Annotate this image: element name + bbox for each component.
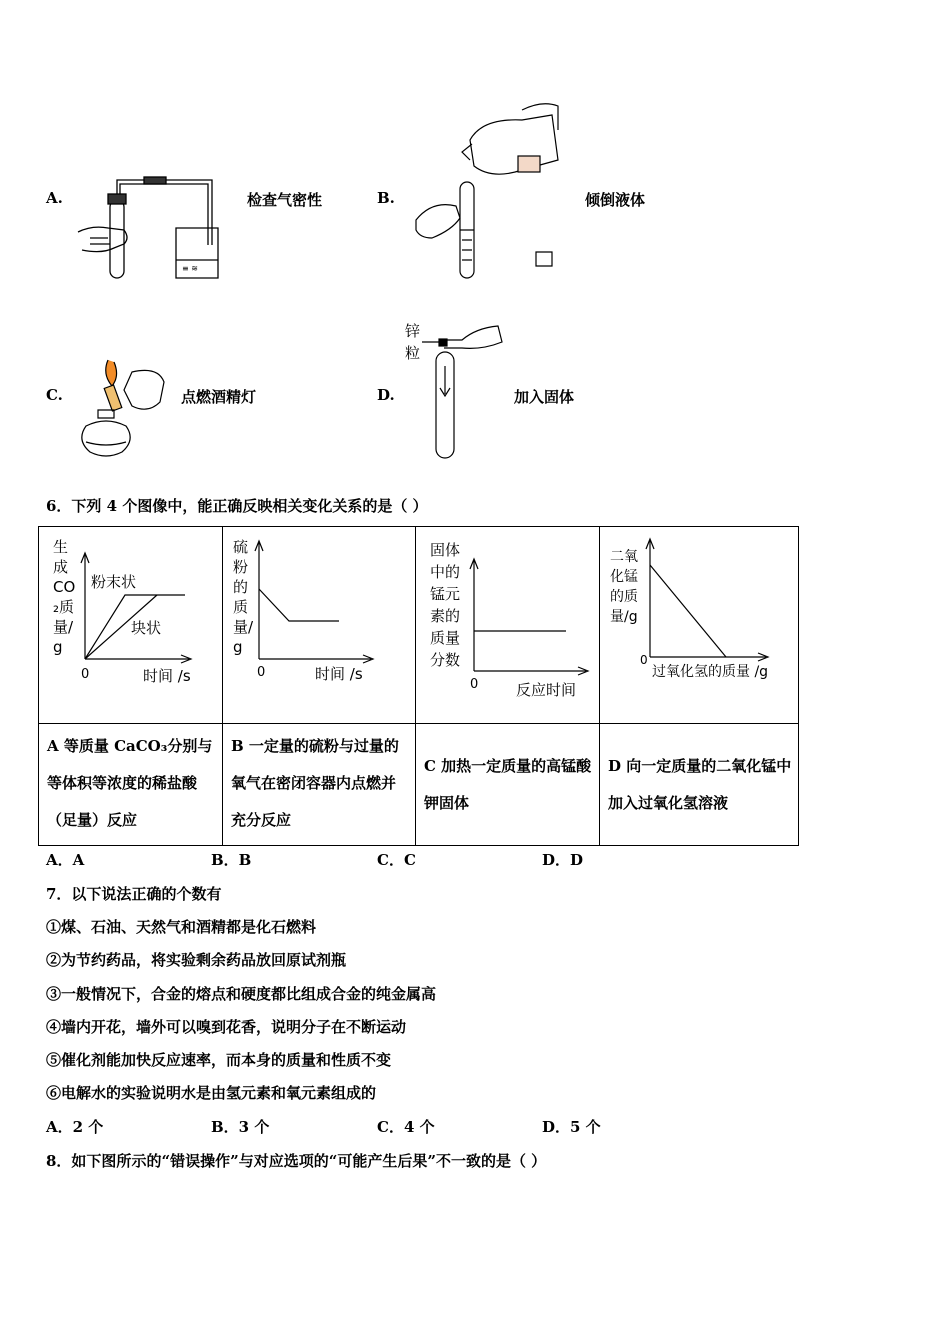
option-c-caption: 点燃酒精灯 (181, 388, 257, 406)
option-a-caption: 检查气密性 (247, 191, 323, 209)
q7-question: 7．以下说法正确的个数有 (46, 885, 222, 903)
graph-a-xlabel: 时间 /s (143, 667, 191, 685)
q7-choice-b[interactable]: B．3 个 (211, 1118, 270, 1136)
graph-a-origin: 0 (81, 667, 90, 682)
graph-c-ylabel: 固体中的锰元素的质量分数 (430, 541, 461, 669)
q6-choice-d[interactable]: D．D (542, 851, 584, 869)
q8-question: 8．如下图所示的“错误操作”与对应选项的“可能产生后果”不一致的是（ ） (46, 1152, 547, 1170)
graph-b-origin: 0 (257, 665, 266, 680)
graph-c-xlabel: 反应时间 (516, 681, 577, 699)
graph-a (39, 527, 222, 723)
pour-liquid-illustration (412, 100, 572, 285)
q6-choice-b[interactable]: B．B (211, 851, 252, 869)
graph-d-ylabel: 二氧化锰的质量/g (610, 549, 638, 625)
graph-b-ylabel: 硫粉的质量/g (233, 538, 254, 656)
graph-c-origin: 0 (470, 677, 479, 692)
q6-graph-table (38, 526, 799, 846)
svg-text:≡ ≋: ≡ ≋ (182, 264, 198, 273)
option-b-caption: 倾倒液体 (585, 191, 646, 209)
q6-question: 6．下列 4 个图像中，能正确反映相关变化关系的是（ ） (46, 497, 428, 515)
graph-a-curve1-label: 粉末状 (91, 573, 137, 591)
q7-statement-3: ③一般情况下，合金的熔点和硬度都比组成合金的纯金属高 (46, 985, 437, 1003)
light-alcohol-lamp-illustration (72, 352, 172, 462)
q6-choice-a[interactable]: A．A (46, 851, 85, 869)
graph-d (600, 527, 798, 723)
graph-b (223, 527, 415, 723)
graph-c (416, 527, 599, 723)
q7-choice-a[interactable]: A．2 个 (46, 1118, 104, 1136)
zinc-label: 锌粒 (405, 322, 421, 362)
q7-statement-1: ①煤、石油、天然气和酒精都是化石燃料 (46, 918, 317, 936)
option-c-letter: C. (46, 386, 63, 404)
graph-a-ylabel: 生成CO₂质量/g (53, 538, 76, 656)
option-d-letter: D. (377, 386, 395, 404)
q7-choice-d[interactable]: D．5 个 (542, 1118, 601, 1136)
q7-statement-5: ⑤催化剂能加快反应速率，而本身的质量和性质不变 (46, 1051, 392, 1069)
q7-choice-c[interactable]: C．4 个 (377, 1118, 435, 1136)
graph-d-description: D 向一定质量的二氧化锰中加入过氧化氢溶液 (608, 756, 792, 812)
q7-statement-4: ④墙内开花，墙外可以嗅到花香，说明分子在不断运动 (46, 1018, 407, 1036)
graph-b-description: B 一定量的硫粉与过量的氧气在密闭容器内点燃并充分反应 (231, 737, 399, 829)
add-solid-illustration (422, 318, 506, 463)
graph-b-xlabel: 时间 /s (315, 665, 363, 683)
graph-a-curve2-label: 块状 (131, 619, 162, 637)
q7-statement-2: ②为节约药品，将实验剩余药品放回原试剂瓶 (46, 951, 347, 969)
graph-d-xlabel: 过氧化氢的质量 /g (652, 664, 769, 680)
q7-statement-6: ⑥电解水的实验说明水是由氢元素和氧元素组成的 (46, 1084, 377, 1102)
option-b-letter: B. (377, 189, 395, 207)
graph-d-origin: 0 (640, 653, 648, 667)
graph-c-description: C 加热一定质量的高锰酸钾固体 (424, 756, 592, 812)
option-d-caption: 加入固体 (514, 388, 575, 406)
q6-choice-c[interactable]: C．C (377, 851, 416, 869)
airtightness-check-illustration (72, 170, 232, 285)
graph-a-description: A 等质量 CaCO₃分别与等体积等浓度的稀盐酸（足量）反应 (47, 737, 213, 829)
option-a-letter: A. (46, 189, 63, 207)
